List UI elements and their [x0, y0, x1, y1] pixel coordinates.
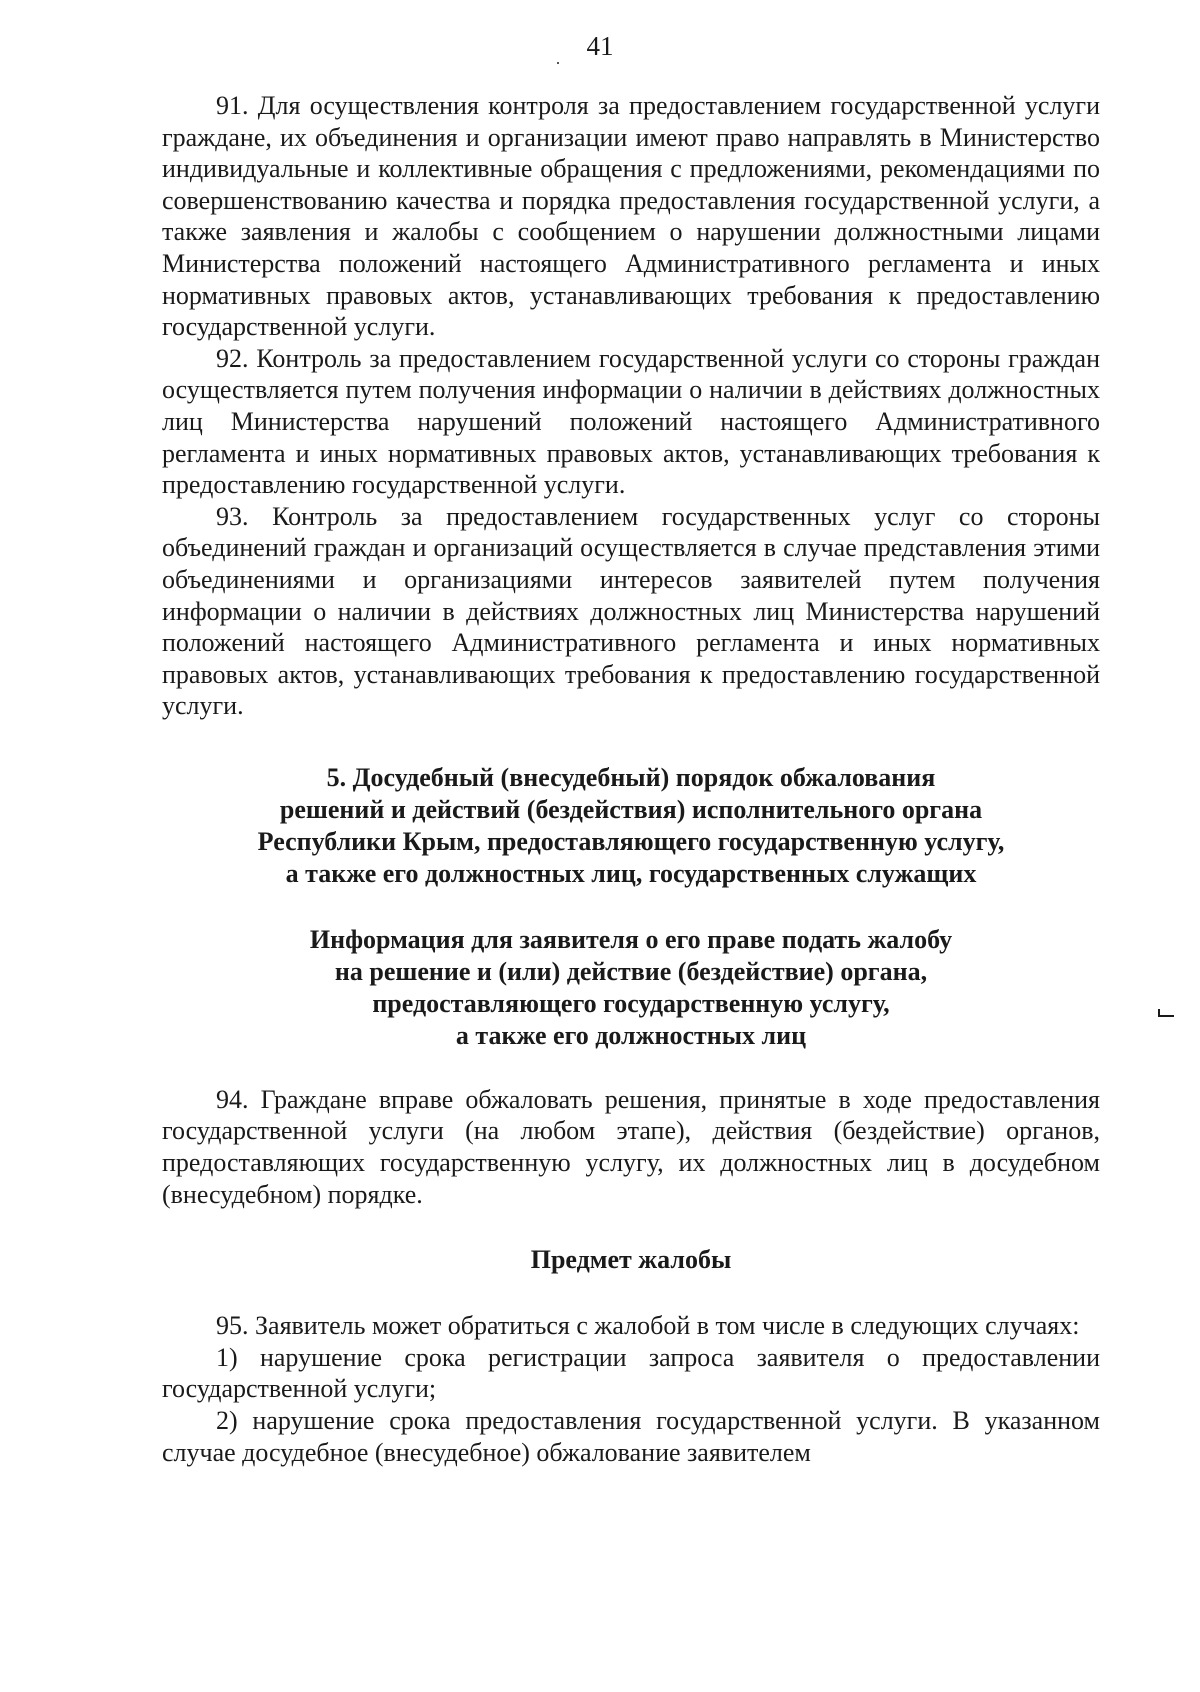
list-item-95-1: 1) нарушение срока регистрации запроса заявителя о предоставлении государственной услуги;	[162, 1342, 1100, 1404]
complaint-right-heading-line: Информация для заявителя о его праве подать жалобу	[309, 924, 953, 954]
complaint-right-heading-line: а также его должностных лиц	[455, 1020, 807, 1050]
section-5-heading-line: а также его должностных лиц, государственных служащих	[285, 858, 977, 888]
complaint-right-heading-line: на решение и (или) действие (бездействие) органа,	[334, 956, 928, 986]
paragraph-94: 94. Граждане вправе обжаловать решения, принятые в ходе предоставления государственной услуги (на любом этапе), действия (бездействие) органов, предоставляющих государственную услугу, их должностных лиц в досудебном (внесудебном) порядке.	[162, 1084, 1100, 1209]
complaint-subject-heading: Предмет жалобы	[530, 1245, 732, 1275]
section-5-heading-line: решений и действий (бездействия) исполнительного органа	[279, 794, 983, 824]
paragraph-93: 93. Контроль за предоставлением государственных услуг со стороны объединений граждан и организаций осуществляется в случае представления этими объединениями и организациями интересов заявителей путем получения информации о наличии в действиях должностных лиц Министерства нарушений положений настоящего Административного регламента и иных нормативных правовых актов, устанавливающих требования к предоставлению государственной услуги.	[162, 501, 1100, 721]
spacer	[162, 1052, 1100, 1084]
paragraph-91: 91. Для осуществления контроля за предоставлением государственной услуги граждане, их объединения и организации имеют право направлять в Министерство индивидуальные и коллективные обращения с предложениями, рекомендациями по совершенствованию качества и порядка предоставления государственной услуги, а также заявления и жалобы с сообщением о нарушении должностными лицами Министерства положений настоящего Административного регламента и иных нормативных правовых актов, устанавливающих требования к предоставлению государственной услуги.	[162, 91, 1100, 342]
spacer	[162, 890, 1100, 924]
paragraph-92: 92. Контроль за предоставлением государственной услуги со стороны граждан осуществляется путем получения информации о наличии в действиях должностных лиц Министерства нарушений положений настоящего Административного регламента и иных нормативных правовых актов, устанавливающих требования к предоставлению государственной услуги.	[162, 343, 1100, 500]
spacer	[162, 1276, 1100, 1310]
spacer	[162, 722, 1100, 762]
document-body	[162, 90, 1100, 1468]
margin-mark	[1158, 1015, 1174, 1017]
section-5-heading-line: Республики Крым, предоставляющего государственную услугу,	[257, 826, 1005, 856]
complaint-right-heading-line: предоставляющего государственную услугу,	[372, 988, 890, 1018]
complaint-right-heading	[162, 924, 1100, 1052]
section-5-heading	[162, 762, 1100, 890]
section-5-heading-line: 5. Досудебный (внесудебный) порядок обжалования	[326, 762, 936, 792]
page-number: 41	[586, 31, 614, 61]
paragraph-95: 95. Заявитель может обратиться с жалобой в том числе в следующих случаях:	[216, 1311, 1080, 1341]
spacer	[162, 1210, 1100, 1244]
scan-speck	[557, 62, 559, 64]
list-item-95-2: 2) нарушение срока предоставления государственной услуги. В указанном случае досудебное (внесудебное) обжалование заявителем	[162, 1406, 1100, 1467]
